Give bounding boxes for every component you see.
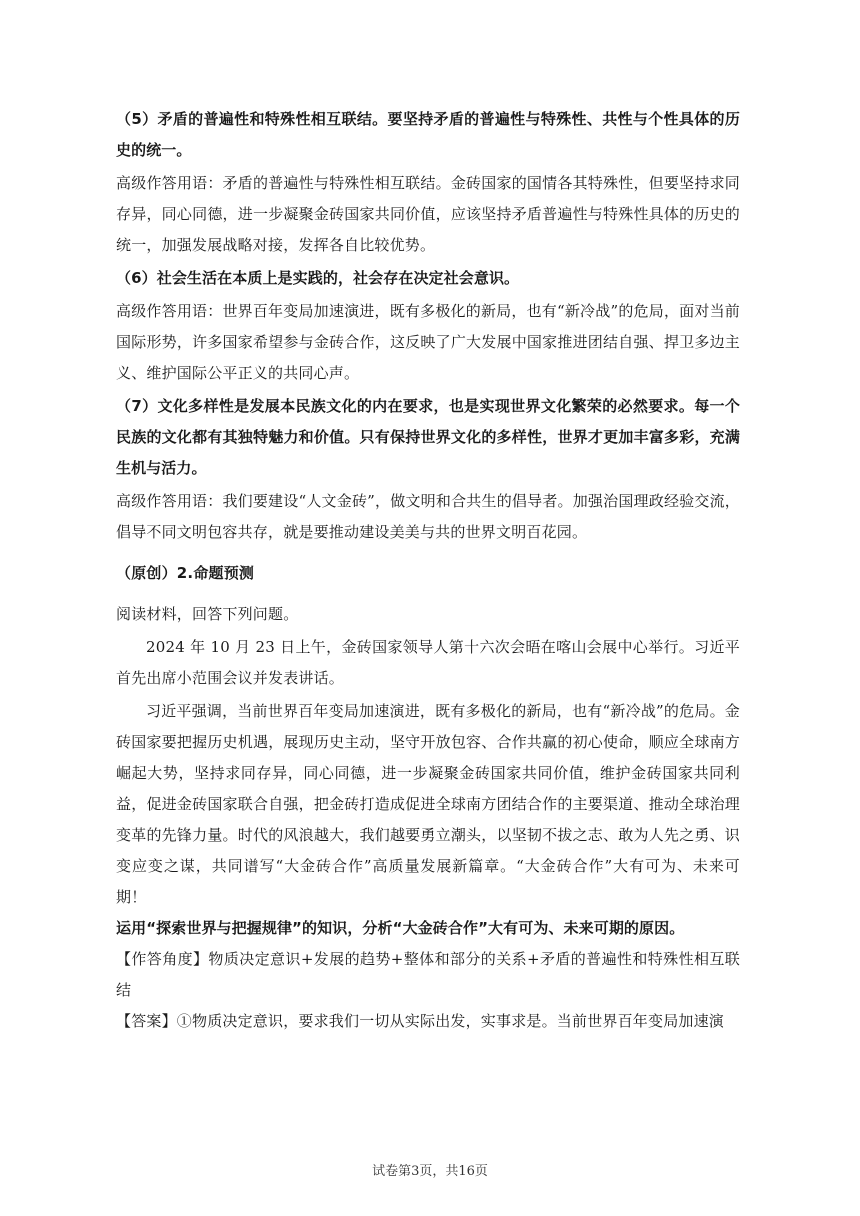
document-body bbox=[116, 104, 740, 1037]
material-paragraph-1: 2024 年 10 月 23 日上午，金砖国家领导人第十六次会晤在喀山会展中心举行。习近平首先出席小范围会议并发表讲话。 bbox=[116, 638, 740, 687]
answer-angle: 【作答角度】物质决定意识+发展的趋势+整体和部分的关系+矛盾的普遍性和特殊性相互联结 bbox=[116, 950, 740, 999]
page-footer: 试卷第3页，共16页 bbox=[372, 1164, 488, 1179]
point-6-body: 高级作答用语：世界百年变局加速演进，既有多极化的新局，也有“新冷战”的危局，面对当前国际形势，许多国家希望参与金砖合作，这反映了广大发展中国家推进团结自强、捍卫多边主义、维护国际公平正义的共同心声。 bbox=[116, 302, 740, 382]
point-6-heading: （6）社会生活在本质上是实践的，社会存在决定社会意识。 bbox=[116, 269, 520, 287]
answer: 【答案】①物质决定意识，要求我们一切从实际出发，实事求是。当前世界百年变局加速演 bbox=[116, 1012, 725, 1030]
point-5-body: 高级作答用语：矛盾的普遍性与特殊性相互联结。金砖国家的国情各其特殊性，但要坚持求同存异，同心同德，进一步凝聚金砖国家共同价值，应该坚持矛盾普遍性与特殊性具体的历史的统一，加强发展战略对接，发挥各自比较优势。 bbox=[116, 174, 740, 254]
instruction: 阅读材料，回答下列问题。 bbox=[116, 605, 299, 623]
question: 运用“探索世界与把握规律”的知识，分析“大金砖合作”大有可为、未来可期的原因。 bbox=[116, 919, 685, 937]
material-paragraph-2: 习近平强调，当前世界百年变局加速演进，既有多极化的新局，也有“新冷战”的危局。金砖国家要把握历史机遇，展现历史主动，坚守开放包容、合作共赢的初心使命，顺应全球南方崛起大势，坚持求同存异，同心同德，进一步凝聚金砖国家共同价值，维护金砖国家共同利益，促进金砖国家联合自强，把金砖打造成促进全球南方团结合作的主要渠道、推动全球治理变革的先锋力量。时代的风浪越大，我们越要勇立潮头，以坚韧不拔之志、敢为人先之勇、识变应变之谋，共同谱写“大金砖合作”高质量发展新篇章。“大金砖合作”大有可为、未来可期！ bbox=[116, 702, 740, 906]
point-5-heading: （5）矛盾的普遍性和特殊性相互联结。要坚持矛盾的普遍性与特殊性、共性与个性具体的历史的统一。 bbox=[116, 110, 740, 159]
section-title: （原创）2.命题预测 bbox=[116, 564, 255, 582]
point-7-heading: （7）文化多样性是发展本民族文化的内在要求，也是实现世界文化繁荣的必然要求。每一个民族的文化都有其独特魅力和价值。只有保持世界文化的多样性，世界才更加丰富多彩，充满生机与活力。 bbox=[116, 397, 740, 477]
point-7-body: 高级作答用语：我们要建设“人文金砖”，做文明和合共生的倡导者。加强治国理政经验交流，倡导不同文明包容共存，就是要推动建设美美与共的世界文明百花园。 bbox=[116, 492, 740, 541]
